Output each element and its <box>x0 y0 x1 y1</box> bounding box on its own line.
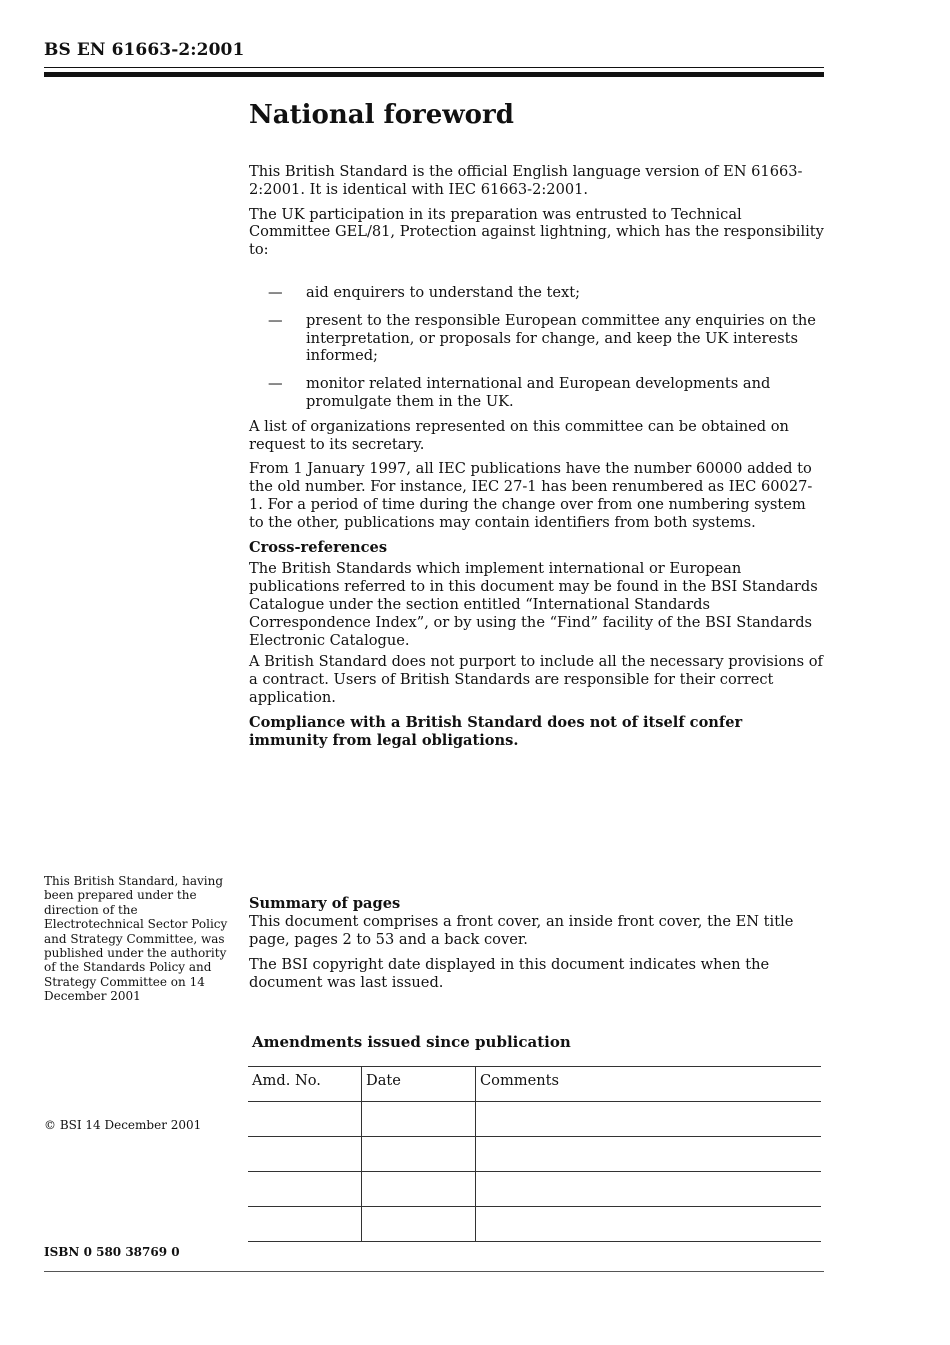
summary-paragraph-1: This document comprises a front cover, an inside front cover, the EN title page, pages 2 to 53 and a back cover. <box>249 912 794 948</box>
table-cell <box>476 1207 822 1242</box>
amendments-title: Amendments issued since publication <box>252 1033 571 1051</box>
provisions-paragraph: A British Standard does not purport to include all the necessary provisions of a contract. Users of British Standards are responsible for their correct application. <box>249 653 823 706</box>
table-cell <box>248 1137 362 1172</box>
intro-paragraph-1: This British Standard is the official English language version of EN 61663-2:2001. It is identical with IEC 61663-2:2001. <box>249 163 803 198</box>
dash-bullet: — <box>268 311 283 329</box>
header-rule-thin <box>44 67 824 68</box>
dash-bullet: — <box>268 375 283 393</box>
responsibility-text: monitor related international and European developments and promulgate them in the UK. <box>306 375 771 410</box>
table-header-row <box>248 1067 821 1102</box>
summary-heading: Summary of pages <box>249 895 401 912</box>
responsibility-item <box>249 375 824 411</box>
table-cell <box>362 1207 476 1242</box>
table-row <box>248 1102 821 1137</box>
table-row <box>248 1172 821 1207</box>
responsibility-text: aid enquirers to understand the text; <box>306 283 581 301</box>
table-cell <box>476 1137 822 1172</box>
responsibility-item <box>249 284 824 302</box>
copyright-notice: © BSI 14 December 2001 <box>44 1118 202 1132</box>
amendments-table <box>248 1066 821 1242</box>
compliance-statement: Compliance with a British Standard does not of itself confer immunity from legal obligations. <box>249 713 743 749</box>
column-header-date: Date <box>362 1067 476 1102</box>
table-cell <box>362 1137 476 1172</box>
responsibility-item <box>249 312 824 365</box>
page-title: National foreword <box>249 100 514 130</box>
numbering-paragraph: From 1 January 1997, all IEC publications have the number 60000 added to the old number. For instance, IEC 27-1 has been renumbered as IEC 60027-1. For a period of time during the change over from one numbering system to the other, publications may contain identifiers from both systems. <box>249 460 813 531</box>
responsibility-text: present to the responsible European committee any enquiries on the interpretation, or proposals for change, and keep the UK interests informed; <box>306 311 816 365</box>
summary-of-pages <box>249 895 824 1000</box>
table-row <box>248 1137 821 1172</box>
column-header-amd-no: Amd. No. <box>248 1067 362 1102</box>
footer-rule <box>44 1271 824 1272</box>
column-header-comments: Comments <box>476 1067 822 1102</box>
table-cell <box>248 1172 362 1207</box>
table-cell <box>362 1172 476 1207</box>
table-row <box>248 1207 821 1242</box>
foreword-body <box>249 163 824 756</box>
cross-references-paragraph: The British Standards which implement international or European publications referred to in this document may be found in the BSI Standards Catalogue under the section entitled “International Standards Correspondence Index”, or by using the “Find” facility of the BSI Standards Electronic Catalogue. <box>249 560 818 649</box>
table-cell <box>476 1102 822 1137</box>
publication-note: This British Standard, having been prepared under the direction of the Electrotechnical Sector Policy and Strategy Committee, was published under the authority of the Standards Policy and Strategy Committee on 14 December 2001 <box>44 874 228 1004</box>
dash-bullet: — <box>268 283 283 301</box>
header-rule-thick <box>44 72 824 77</box>
table-cell <box>476 1172 822 1207</box>
document-id: BS EN 61663-2:2001 <box>44 40 245 60</box>
summary-paragraph-2: The BSI copyright date displayed in this document indicates when the document was last issued. <box>249 956 770 992</box>
table-cell <box>248 1207 362 1242</box>
isbn: ISBN 0 580 38769 0 <box>44 1245 180 1259</box>
table-cell <box>362 1102 476 1137</box>
intro-paragraph-2: The UK participation in its preparation was entrusted to Technical Committee GEL/81, Protection against lightning, which has the responsibility to: <box>249 205 824 259</box>
cross-references-heading: Cross-references <box>249 538 388 556</box>
committee-list-paragraph: A list of organizations represented on this committee can be obtained on request to its secretary. <box>249 417 789 453</box>
table-cell <box>248 1102 362 1137</box>
